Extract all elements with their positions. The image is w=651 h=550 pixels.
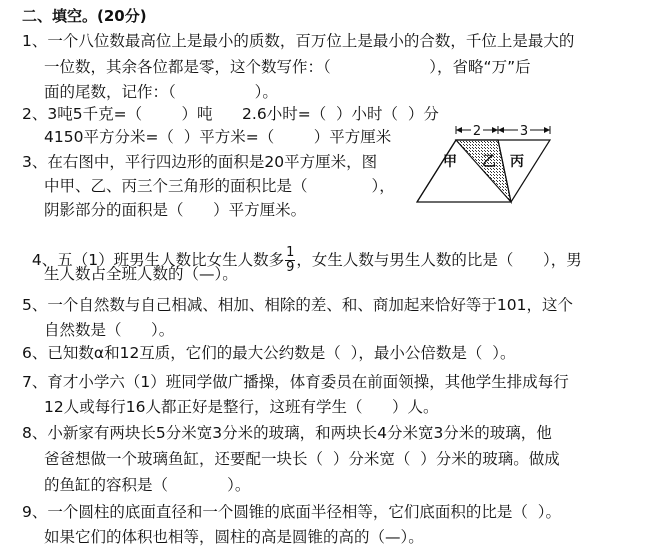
dimension-label-left: 2	[472, 124, 482, 139]
q9-line2: 如果它们的体积也相等，圆柱的高是圆锥的高的（—）。	[44, 528, 424, 546]
q5-line1: 5、一个自然数与自己相减、相加、相除的差、和、商加起来恰好等于101，这个	[22, 296, 573, 314]
shaded-triangle	[456, 140, 511, 202]
label-jia: 甲	[443, 154, 457, 170]
dimension-label-right: 3	[519, 124, 529, 139]
fraction-numerator: 1	[286, 245, 295, 260]
label-yi: 乙	[482, 154, 496, 170]
q3-line3: 阴影部分的面积是（ ）平方厘米。	[44, 201, 307, 219]
q1-line1: 1、一个八位数最高位上是最小的质数，百万位上是最小的合数，千位上是最大的	[22, 32, 575, 50]
q4-text-a: 4、五（1）班男生人数比女生人数多	[31, 251, 285, 269]
arrow-right-end	[544, 127, 550, 133]
q5-line2: 自然数是（ ）。	[44, 321, 175, 339]
q7-line1: 7、育才小学六（1）班同学做广播操，体育委员在前面领操，其他学生排成每行	[22, 373, 569, 391]
q7-line2: 12人或每行16人都正好是整行，这班有学生（ ）人。	[44, 398, 439, 416]
q4-text-b: ，女生人数与男生人数的比是（ ），男	[296, 251, 582, 269]
label-bing: 丙	[510, 154, 524, 170]
section-title: 二、填空。(20分)	[22, 7, 147, 25]
arrow-right-start	[498, 127, 504, 133]
arrow-left-end	[492, 127, 498, 133]
parallelogram-figure	[410, 118, 570, 208]
q1-line3: 面的尾数，记作：（ ）。	[44, 83, 278, 101]
q6-line1: 6、已知数α和12互质，它们的最大公约数是（ ），最小公倍数是（ ）。	[22, 344, 516, 362]
diagonal-left	[417, 140, 456, 202]
q1-line2: 一位数，其余各位都是零，这个数写作：（ ），省略“万”后	[44, 58, 531, 76]
q8-line2: 爸爸想做一个玻璃鱼缸，还要配一块长（ ）分米宽（ ）分米的玻璃。做成	[44, 450, 560, 468]
q8-line3: 的鱼缸的容积是（ ）。	[44, 476, 251, 494]
q4-line2: 生人数占全班人数的（—）。	[44, 265, 238, 283]
q3-line1: 3、在右图中，平行四边形的面积是20平方厘米，图	[22, 153, 378, 171]
q9-line1: 9、一个圆柱的底面直径和一个圆锥的底面半径相等，它们底面积的比是（ ）。	[22, 503, 561, 521]
q2-line2: 4150平方分米=（ ）平方米=（ ）平方厘米	[44, 128, 392, 146]
fraction-denominator: 9	[286, 260, 295, 275]
q3-line2: 中甲、乙、丙三个三角形的面积比是（ ），	[44, 177, 395, 195]
fraction-one-ninth	[285, 246, 295, 275]
arrow-left-start	[456, 127, 462, 133]
q8-line1: 8、小新家有两块长5分米宽3分米的玻璃，和两块长4分米宽3分米的玻璃，他	[22, 424, 552, 442]
q2-line1: 2、3吨5千克=（ ）吨 2.6小时=（ ）小时（ ）分	[22, 105, 439, 123]
